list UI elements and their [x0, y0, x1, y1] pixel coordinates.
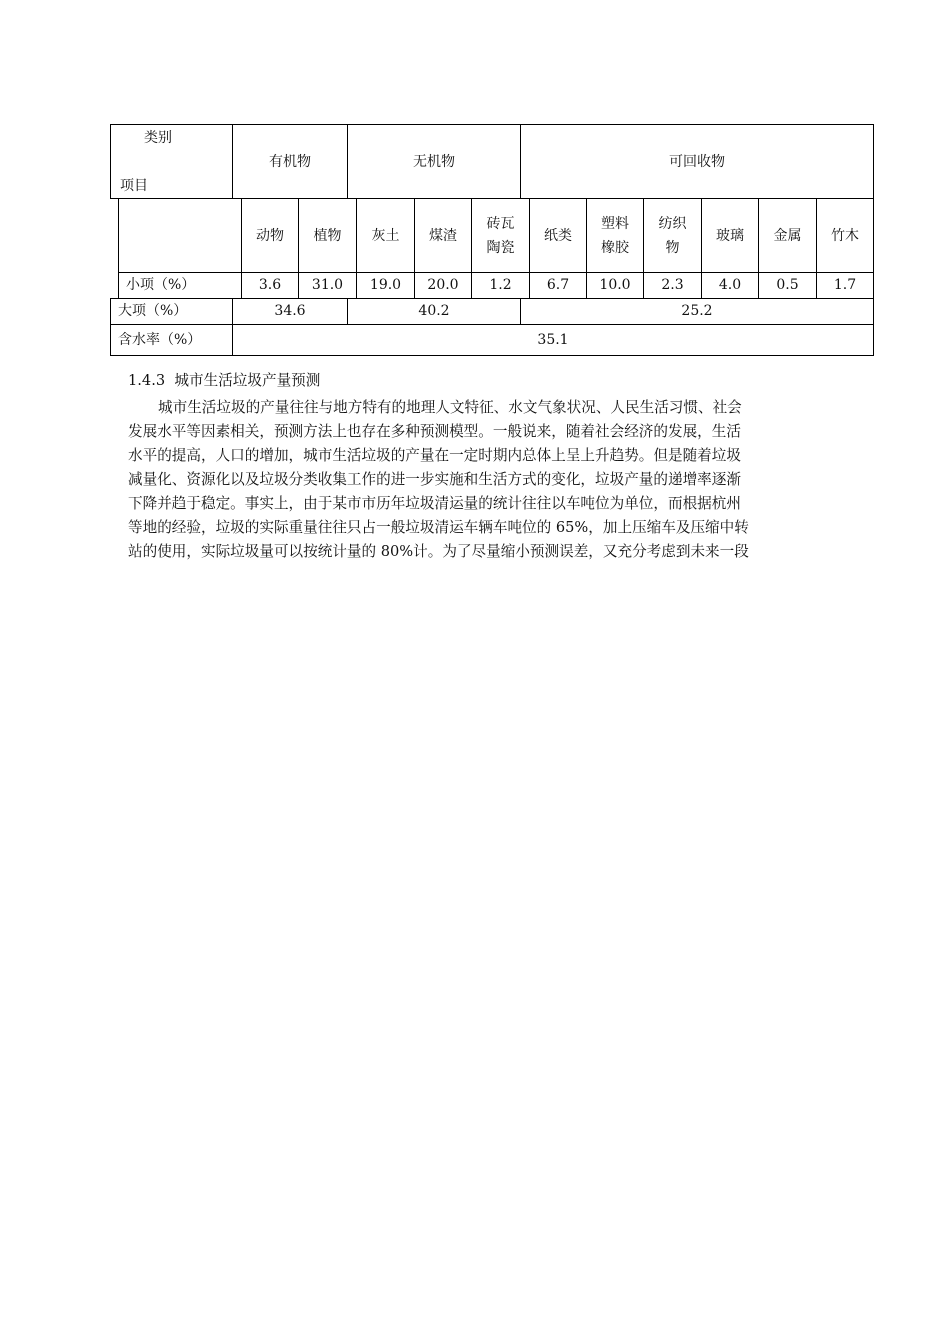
paragraph-line: 站的使用，实际垃圾量可以按统计量的 80%计。为了尽量缩小预测误差，又充分考虑到未来一段	[128, 543, 749, 560]
paragraph-line: 下降并趋于稳定。事实上，由于某市市历年垃圾清运量的统计往往以车吨位为单位，而根据杭州	[128, 495, 741, 512]
item-header: 陶瓷	[486, 240, 515, 256]
row-label-major: 大项（%）	[118, 303, 188, 319]
section-heading: 1.4.3 城市生活垃圾产量预测	[128, 372, 321, 389]
paragraph-line: 减量化、资源化以及垃圾分类收集工作的进一步实施和生活方式的变化，垃圾产量的递增率逐渐	[128, 471, 741, 488]
subitem-value: 4.0	[718, 277, 742, 293]
corner-label-item: 项目	[120, 178, 148, 194]
major-value-inorganic: 40.2	[418, 303, 450, 319]
table-border-left	[118, 198, 119, 299]
table-border-left	[110, 124, 111, 199]
row-label-moisture: 含水率（%）	[118, 332, 202, 348]
subitem-value: 0.5	[776, 277, 799, 293]
paragraph-line: 等地的经验，垃圾的实际重量往往只占一般垃圾清运车辆车吨位的 65%，加上压缩车及压缩中转	[128, 519, 749, 536]
table-rule	[118, 272, 874, 273]
item-header: 砖瓦	[486, 216, 515, 232]
subitem-value: 2.3	[661, 277, 684, 293]
table-border-top	[110, 124, 874, 125]
moisture-value: 35.1	[537, 332, 569, 348]
item-header: 塑料	[601, 216, 629, 232]
item-header: 纸类	[544, 228, 572, 244]
subitem-value: 31.0	[311, 277, 344, 293]
item-header: 植物	[313, 228, 342, 244]
table-rule	[110, 198, 874, 199]
item-header: 物	[665, 240, 680, 256]
table-rule	[110, 324, 874, 325]
subitem-value: 1.2	[489, 277, 512, 293]
paragraph-line: 发展水平等因素相关，预测方法上也存在多种预测模型。一般说来，随着社会经济的发展，生活	[128, 423, 741, 440]
item-header: 灰土	[371, 228, 400, 244]
item-header: 橡胶	[601, 240, 629, 256]
table-border-left	[110, 298, 111, 356]
subitem-value: 6.7	[546, 277, 570, 293]
item-header: 纺织	[658, 216, 687, 232]
item-header: 竹木	[831, 228, 859, 244]
subitem-value: 1.7	[833, 277, 857, 293]
table-border-bottom	[110, 355, 874, 356]
subitem-value: 19.0	[369, 277, 402, 293]
major-value-organic: 34.6	[274, 303, 306, 319]
table-border-right	[873, 124, 874, 356]
table-rule	[110, 298, 874, 299]
group-header-recyclable: 可回收物	[669, 154, 725, 170]
paragraph-line: 城市生活垃圾的产量往往与地方特有的地理人文特征、水文气象状况、人民生活习惯、社会	[158, 399, 742, 416]
item-header: 金属	[773, 228, 802, 244]
group-header-organic: 有机物	[269, 154, 311, 170]
subitem-value: 20.0	[427, 277, 459, 293]
major-value-recyclable: 25.2	[681, 303, 713, 319]
group-header-inorganic: 无机物	[413, 154, 455, 170]
subitem-value: 10.0	[599, 277, 631, 293]
item-header: 玻璃	[716, 228, 744, 244]
item-header: 动物	[256, 228, 284, 244]
corner-label-category: 类别	[144, 130, 172, 146]
paragraph-line: 水平的提高，人口的增加，城市生活垃圾的产量在一定时期内总体上呈上升趋势。但是随着垃圾	[128, 447, 741, 464]
row-label-subitem: 小项（%）	[126, 277, 196, 293]
item-header: 煤渣	[429, 228, 457, 244]
subitem-value: 3.6	[258, 277, 282, 293]
